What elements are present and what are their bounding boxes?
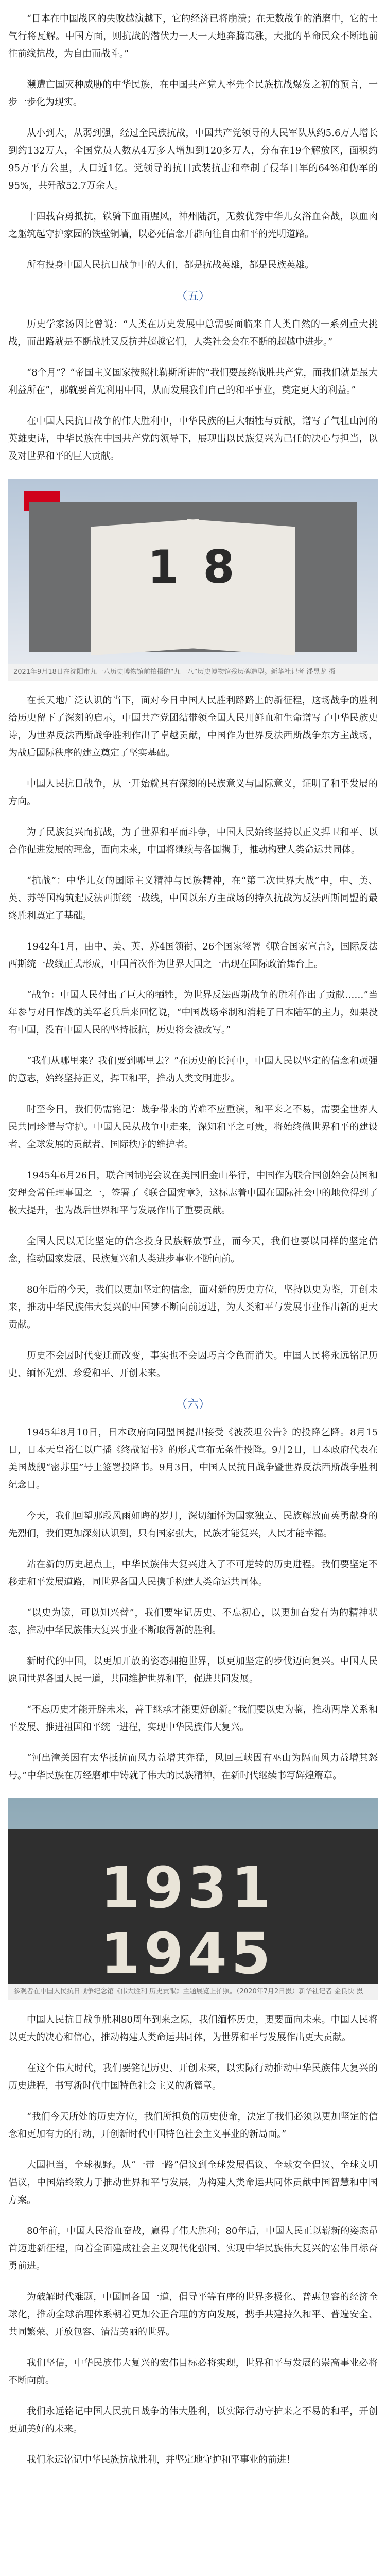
closing-paragraph: 我们永远铭记中华民族抗战胜利，并坚定地守护和平事业的前进！: [27, 2454, 295, 2465]
article-section-a: [8, 10, 378, 274]
paragraph: “我们今天所处的历史方位，我们所担负的历史使命，决定了我们必须以更加坚定的信念和更加有力的行动，开创新时代中国特色社会主义事业的新局面。”: [8, 2111, 378, 2140]
article-section-d: [8, 1424, 378, 1785]
article-section-e: [8, 2011, 378, 2438]
paragraph: 80年前，中国人民浴血奋战，赢得了伟大胜利；80年后，中国人民正以崭新的姿态昂首迈进新征程，向着全面建成社会主义现代化强国、实现中华民族伟大复兴的宏伟目标奋勇前进。: [8, 2226, 378, 2272]
paragraph: 在这个伟大时代，我们要铭记历史、开创未来，以实际行动推动中华民族伟大复兴的历史进程，书写新时代中国特色社会主义的新篇章。: [8, 2063, 378, 2091]
paragraph: 为了民族复兴而抗战，为了世界和平而斗争，中国人民始终坚持以正义捍卫和平、以合作促进发展的理念，面向未来，中国将继续与各国携手，推动构建人类命运共同体。: [8, 827, 378, 855]
section-number: （六）: [176, 1398, 210, 1411]
paragraph: 站在新的历史起点上，中华民族伟大复兴进入了不可逆转的历史进程。我们要坚定不移走和平发展道路，同世界各国人民携手构建人类命运共同体。: [8, 1559, 378, 1587]
paragraph: 我们坚信，中华民族伟大复兴的宏伟目标必将实现，世界和平与发展的崇高事业必将不断向前。: [8, 2358, 378, 2386]
paragraph: “8个月”？“帝国主义国家按照杜勒斯所讲的“我们要最终战胜共产党，而我们就是最大利益所在”，那就要首先利用中国，从而发展我们自己的和平事业，奠定更大的利益。”: [8, 367, 378, 396]
paragraph: 历史学家汤因比曾说：“人类在历史发展中总需要面临来自人类自然的一系列重大挑战，而出路就是不断战胜又反抗并超越它们，人类社会会在不断的超越中进步。”: [8, 319, 378, 347]
paragraph: “以史为镜，可以知兴替”，我们要牢记历史、不忘初心，以更加奋发有为的精神状态，推动中华民族伟大复兴事业不断取得新的胜利。: [8, 1607, 378, 1636]
paragraph: 大国担当，全球视野。从“一带一路”倡议到全球发展倡议、全球安全倡议、全球文明倡议，中国始终致力于推动世界和平与发展，为构建人类命运共同体贡献中国智慧和中国方案。: [8, 2160, 378, 2206]
paragraph: 时至今日，我们仍需铭记：战争带来的苦难不应重演，和平来之不易，需要全世界人民共同珍惜与守护。中国人民从战争中走来，深知和平之可贵，将始终做世界和平的建设者、全球发展的贡献者、国际秩序的维护者。: [8, 1104, 378, 1150]
memorial-number: 1 8: [147, 540, 239, 594]
paragraph: “不忘历史才能开辟未来，善于继承才能更好创新。”我们要以史为鉴，推动两岸关系和平发展、推进祖国和平统一进程，实现中华民族伟大复兴。: [8, 1704, 378, 1733]
paragraph: 我们永远铭记中国人民抗日战争的伟大胜利，以实际行动守护来之不易的和平，开创更加美好的未来。: [8, 2406, 378, 2434]
paragraph: 今天，我们回望那段风雨如晦的岁月，深切缅怀为国家独立、民族解放而英勇献身的先烈们，我们更加深刻认识到，只有国家强大，民族才能复兴，人民才能幸福。: [8, 1511, 378, 1539]
paragraph: “战争：中国人民付出了巨大的牺牲，为世界反法西斯战争的胜利作出了贡献……”当年参与对日作战的美军老兵后来回忆说，“中国战场牵制和消耗了日本陆军的主力，如果没有中国，没有中国人民的坚持抵抗，历史将会被改写。”: [8, 990, 378, 1036]
memorial-photo: [8, 479, 378, 664]
paragraph: 历史不会因时代变迁而改变，事实也不会因巧言令色而消失。中国人民将永远铭记历史、缅怀先烈、珍爱和平、开创未来。: [8, 1350, 378, 1379]
paragraph: 中国人民抗日战争胜利80周年到来之际，我们缅怀历史，更要面向未来。中国人民将以更大的决心和信心，推动构建人类命运共同体，为世界和平与发展作出更大贡献。: [8, 2014, 378, 2043]
paragraph: “我们从哪里来？我们要到哪里去？”在历史的长河中，中国人民以坚定的信念和顽强的意志，始终坚持正义，捍卫和平，推动人类文明进步。: [8, 1056, 378, 1084]
paragraph: 在长天地广泛认识的当下，面对今日中国人民胜利路路上的新征程，这场战争的胜利给历史留下了深刻的启示，中国共产党团结带领全国人民用鲜血和生命谱写了中华民族史诗，为世界反法西斯战争胜利作出了卓越贡献，中国作为世界反法西斯战争东方主战场，为战后国际秩序的建立奠定了坚实基础。: [8, 695, 378, 758]
photo-caption: 参观者在中国人民抗日战争纪念馆《伟大胜利 历史贡献》主题展览上拍照。（2020年7月2日摄）新华社记者 金良快 摄: [8, 1984, 378, 2000]
paragraph: 从小到大，从弱到强，经过全民族抗战，中国共产党领导的人民军队从约5.6万人增长到约132万人，全国党员人数从4万多人增加到120多万人，分布在19个解放区，面积约95万平方公里，人口近1亿。党领导的抗日武装抗击和牵制了侵华日军的64%和伪军的95%，共歼敌52.7万余人。: [8, 128, 378, 191]
paragraph: 80年后的今天，我们以更加坚定的信念，面对新的历史方位，坚持以史为鉴，开创未来，推动中华民族伟大复兴的中国梦不断向前迈进，为人类和平与发展事业作出新的更大贡献。: [8, 1284, 378, 1330]
paragraph: 1945年8月10日，日本政府向同盟国提出接受《波茨坦公告》的投降乞降。8月15日，日本天皇裕仁以广播《终战诏书》的形式宣布无条件投降。9月2日，日本政府代表在美国战舰“密苏里”号上签署投降书。9月3日，中国人民抗日战争暨世界反法西斯战争胜利纪念日。: [8, 1427, 378, 1490]
paragraph: 全国人民以无比坚定的信念投身民族解放事业，而今天，我们也要以同样的坚定信念，推动国家发展、民族复兴和人类进步事业不断向前。: [8, 1236, 378, 1264]
paragraph: “河出潼关因有太华抵抗而风力益增其奔猛，风回三峡因有巫山为隔而风力益增其怒号。”中华民族在历经磨难中铸就了伟大的民族精神，在新时代继续书写辉煌篇章。: [8, 1753, 378, 1781]
paragraph: 新时代的中国，以更加开放的姿态拥抱世界，以更加坚定的步伐迈向复兴。中国人民愿同世界各国人民一道，共同维护世界和平，促进共同发展。: [8, 1656, 378, 1684]
exhibition-years: 1931 1945: [100, 1855, 275, 1984]
paragraph: 所有投身中国人民抗日战争中的人们，都是抗战英雄，都是民族英雄。: [27, 260, 314, 270]
photo-caption: 2021年9月18日在沈阳市九一八历史博物馆前拍摄的“九一八”历史博物馆残历碑造型。新华社记者 潘昱龙 摄: [8, 664, 378, 681]
paragraph: 十四载奋勇抵抗，铁骑下血雨腥风，神州陆沉，无数优秀中华儿女浴血奋战，以血肉之躯筑起守护家园的铁壁铜墙，以必死信念开辟向往自由和平的光明道路。: [8, 211, 378, 240]
paragraph: 在中国人民抗日战争的伟大胜利中，中华民族的巨大牺牲与贡献，谱写了气壮山河的英雄史诗，中华民族在中国共产党的领导下，展现出以民族复兴为己任的决心与担当，以及对世界和平的巨大贡献。: [8, 416, 378, 462]
exhibition-photo: [8, 1798, 378, 1984]
paragraph: 1942年1月，由中、美、英、苏4国领衔、26个国家签署《联合国家宣言》，国际反法西斯统一战线正式形成，中国首次作为世界大国之一出现在国际政治舞台上。: [8, 941, 378, 970]
article-section-b: [8, 316, 378, 465]
article-section-c: [8, 692, 378, 1382]
paragraph: 1945年6月26日，联合国制宪会议在美国旧金山举行，中国作为联合国创始会员国和安理会常任理事国之一，签署了《联合国宪章》，这标志着中国在国际社会中的地位得到了极大提升，也为战后世界和平与发展作出了重要贡献。: [8, 1170, 378, 1216]
paragraph: “日本在中国战区的失败越演越下，它的经济已将崩溃；在无数战争的消磨中，它的士气行将瓦解。中国方面，则抗战的潜伏力一天一天地奔腾高涨，大批的革命民众不断地前往前线抗战，为自由而战斗。”: [8, 13, 378, 59]
paragraph: 中国人民抗日战争，从一开始就具有深刻的民族意义与国际意义，证明了和平发展的方向。: [8, 778, 378, 807]
paragraph: “抗战”：中华儿女的国际主义精神与民族精神，在“第二次世界大战”中，中、美、英、苏等国构筑起反法西斯统一战线，中国以东方主战场的持久抗战为反法西斯同盟的最终胜利奠定了基础。: [8, 875, 378, 921]
paragraph: 濒遭亡国灭种威胁的中华民族，在中国共产党人率先全民族抗战爆发之初的预言，一步一步化为现实。: [8, 79, 378, 108]
section-number: （五）: [176, 290, 210, 303]
paragraph: 为破解时代难题，中国同各国一道，倡导平等有序的世界多极化、普惠包容的经济全球化，推动全球治理体系朝着更加公正合理的方向发展，携手共建持久和平、普遍安全、共同繁荣、开放包容、清洁美丽的世界。: [8, 2292, 378, 2337]
